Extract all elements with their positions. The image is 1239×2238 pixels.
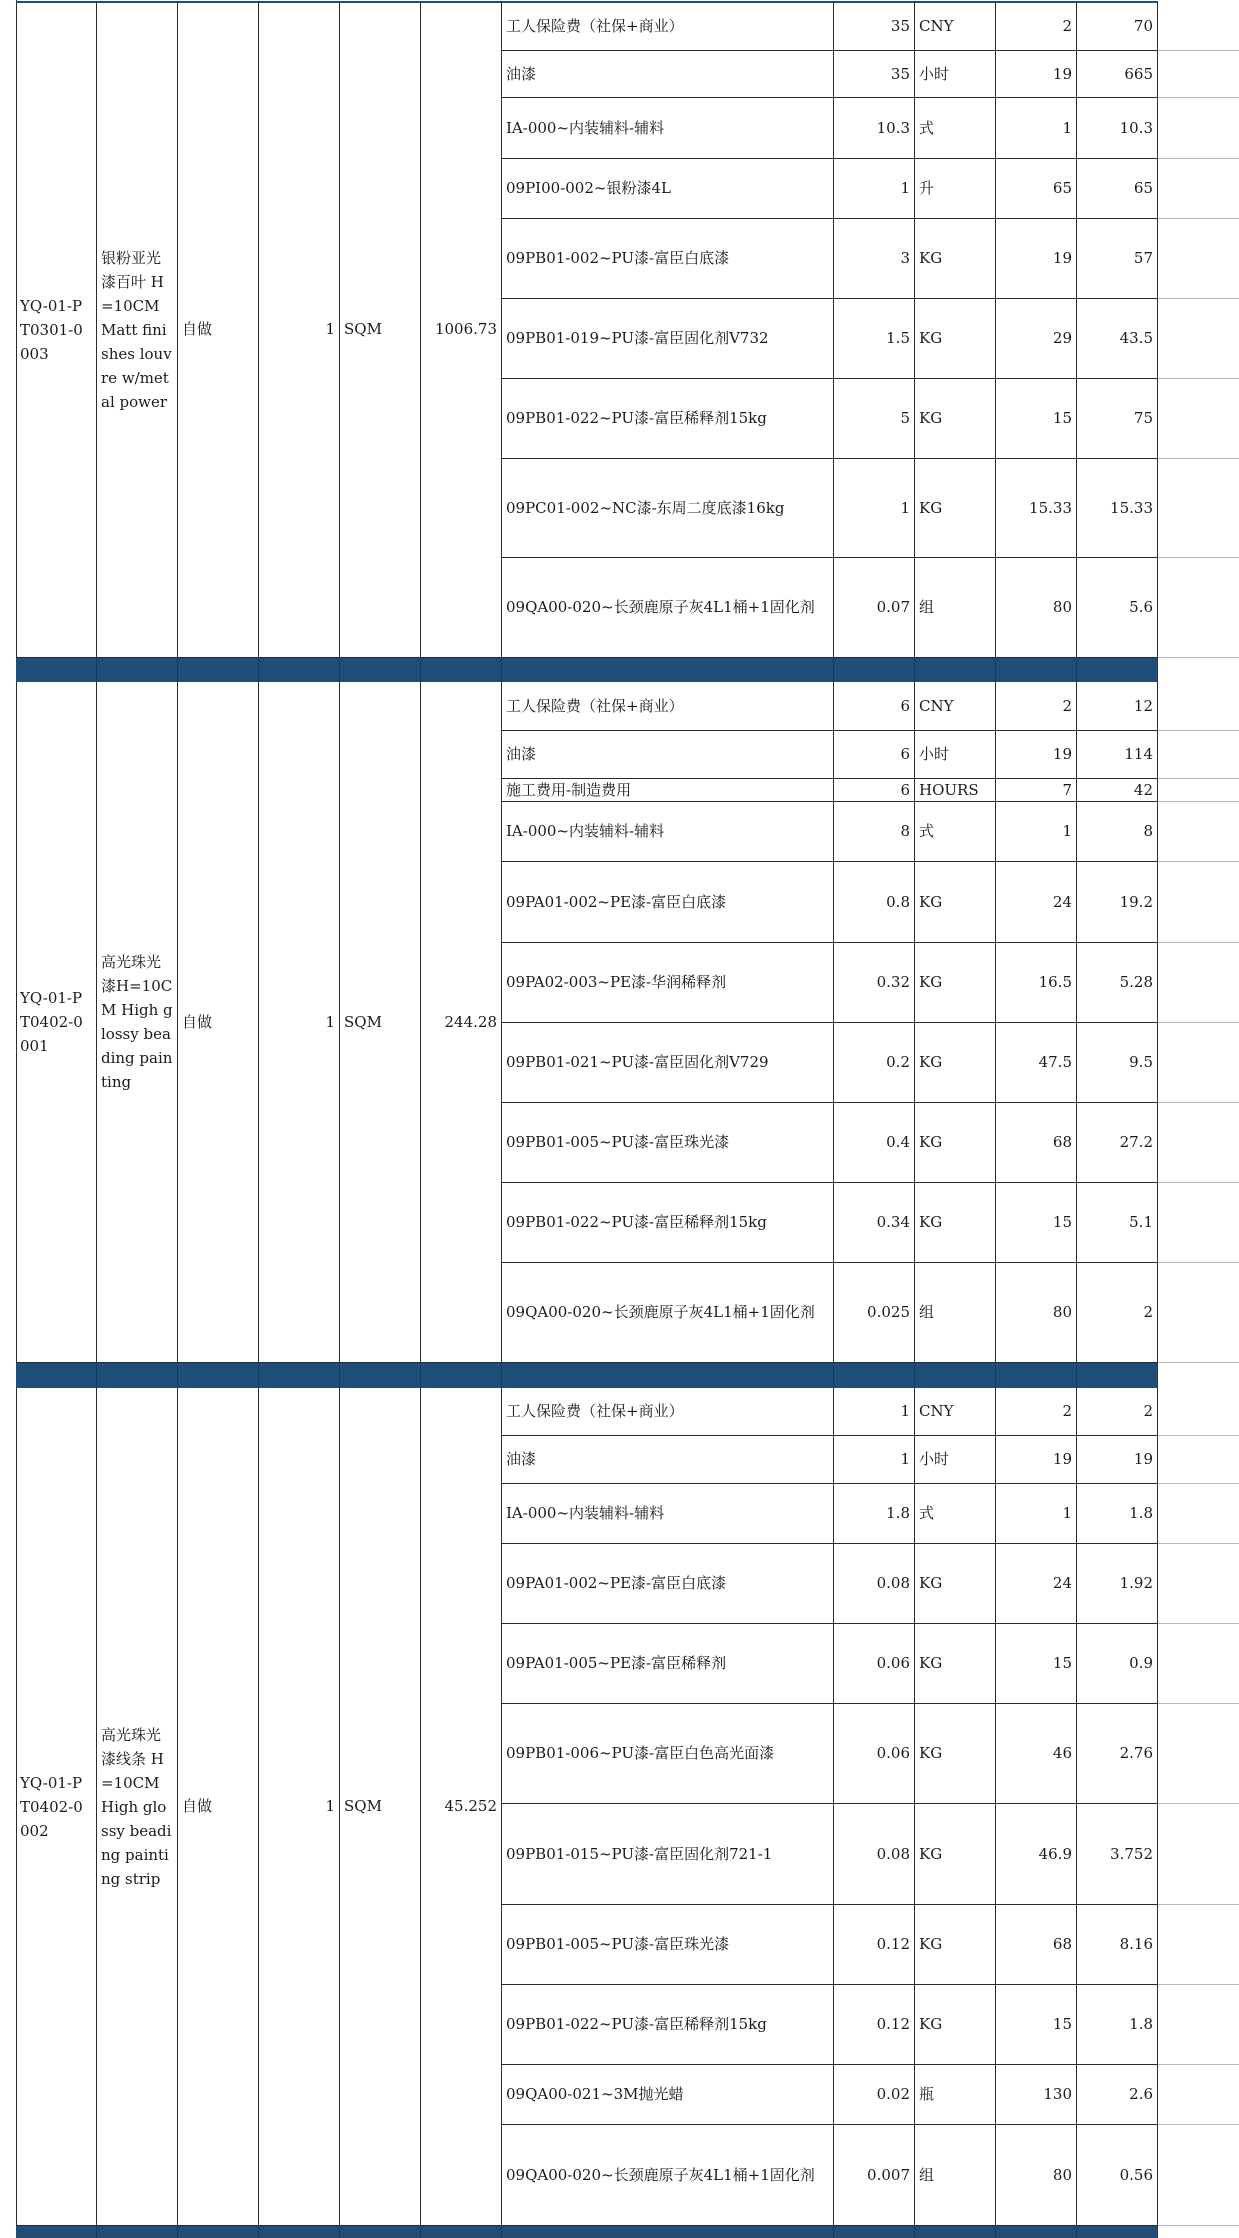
unit-price-cell[interactable]: 15 — [996, 1985, 1077, 2065]
gridline-extension — [1158, 1543, 1239, 1544]
gridline-extension — [1158, 458, 1239, 459]
material-unit-cell[interactable]: 小时 — [915, 731, 996, 779]
gridline-extension — [1158, 97, 1239, 98]
group-separator-band — [340, 2226, 421, 2238]
usage-cell[interactable]: 3 — [834, 219, 915, 299]
usage-cell[interactable]: 1 — [834, 459, 915, 558]
quantity-cell[interactable]: 1 — [259, 682, 340, 1363]
usage-cell[interactable]: 0.06 — [834, 1624, 915, 1704]
usage-cell[interactable]: 6 — [834, 682, 915, 731]
line-total-cell[interactable]: 15.33 — [1077, 459, 1158, 558]
usage-cell[interactable]: 0.2 — [834, 1023, 915, 1103]
group-separator-band — [97, 658, 178, 682]
usage-cell[interactable]: 5 — [834, 379, 915, 459]
gridline-extension — [1158, 1262, 1239, 1263]
line-total-cell[interactable]: 5.1 — [1077, 1183, 1158, 1263]
unit-price-cell[interactable]: 29 — [996, 299, 1077, 379]
unit-price-cell[interactable]: 1 — [996, 98, 1077, 159]
material-name-cell[interactable]: 09QA00-020~长颈鹿原子灰4L1桶+1固化剂 — [502, 1263, 834, 1363]
material-name-cell[interactable]: 09PA01-002~PE漆-富臣白底漆 — [502, 862, 834, 943]
material-name-cell[interactable]: 09PC01-002~NC漆-东周二度底漆16kg — [502, 459, 834, 558]
group-separator-band — [996, 658, 1077, 682]
gridline-extension — [1158, 801, 1239, 802]
line-total-cell[interactable]: 12 — [1077, 682, 1158, 731]
usage-cell[interactable]: 0.32 — [834, 943, 915, 1023]
group-separator-band — [421, 2226, 502, 2238]
usage-cell[interactable]: 1.5 — [834, 299, 915, 379]
unit-cell[interactable]: SQM — [340, 1388, 421, 2226]
material-name-cell[interactable]: 工人保险费（社保+商业） — [502, 1388, 834, 1436]
group-separator-band — [502, 2226, 834, 2238]
method-cell[interactable]: 自做 — [178, 682, 259, 1363]
group-separator-band — [421, 1363, 502, 1388]
gridline-extension — [1158, 861, 1239, 862]
material-name-cell[interactable]: 09PB01-005~PU漆-富臣珠光漆 — [502, 1905, 834, 1985]
usage-cell[interactable]: 35 — [834, 2, 915, 51]
material-name-cell[interactable]: 油漆 — [502, 731, 834, 779]
item-description-cell[interactable]: 高光珠光漆H=10CM High glossy beading painting — [97, 682, 178, 1363]
line-total-cell[interactable]: 1.92 — [1077, 1544, 1158, 1624]
group-separator-band — [834, 2226, 915, 2238]
material-unit-cell[interactable]: KG — [915, 379, 996, 459]
unit-price-cell[interactable]: 19 — [996, 219, 1077, 299]
line-total-cell[interactable]: 65 — [1077, 159, 1158, 219]
line-total-cell[interactable]: 8.16 — [1077, 1905, 1158, 1985]
group-separator-band — [259, 1363, 340, 1388]
line-total-cell[interactable]: 0.9 — [1077, 1624, 1158, 1704]
group-separator-band — [834, 1363, 915, 1388]
group-separator-band — [996, 1363, 1077, 1388]
gridline-extension — [1158, 1984, 1239, 1985]
unit-price-cell[interactable]: 47.5 — [996, 1023, 1077, 1103]
group-separator-band — [502, 658, 834, 682]
group-separator-band — [178, 658, 259, 682]
material-name-cell[interactable]: 09PA02-003~PE漆-华润稀释剂 — [502, 943, 834, 1023]
line-total-cell[interactable]: 19 — [1077, 1436, 1158, 1484]
unit-price-cell[interactable]: 15.33 — [996, 459, 1077, 558]
material-unit-cell[interactable]: CNY — [915, 1388, 996, 1436]
group-separator-band — [97, 2226, 178, 2238]
material-name-cell[interactable]: 09PB01-021~PU漆-富臣固化剂V729 — [502, 1023, 834, 1103]
group-separator-band — [915, 1363, 996, 1388]
line-total-cell[interactable]: 2.76 — [1077, 1704, 1158, 1804]
amount-cell[interactable]: 244.28 — [421, 682, 502, 1363]
unit-price-cell[interactable]: 65 — [996, 159, 1077, 219]
group-separator-band — [259, 658, 340, 682]
line-total-cell[interactable]: 57 — [1077, 219, 1158, 299]
item-code-cell[interactable]: YQ-01-PT0402-0001 — [16, 682, 97, 1363]
unit-price-cell[interactable]: 80 — [996, 558, 1077, 658]
line-total-cell[interactable]: 5.6 — [1077, 558, 1158, 658]
usage-cell[interactable]: 8 — [834, 802, 915, 862]
group-separator-band — [259, 2226, 340, 2238]
line-total-cell[interactable]: 2.6 — [1077, 2065, 1158, 2125]
amount-cell[interactable]: 1006.73 — [421, 2, 502, 658]
material-name-cell[interactable]: 09QA00-020~长颈鹿原子灰4L1桶+1固化剂 — [502, 558, 834, 658]
material-unit-cell[interactable]: KG — [915, 459, 996, 558]
material-name-cell[interactable]: 09PB01-006~PU漆-富臣白色高光面漆 — [502, 1704, 834, 1804]
unit-price-cell[interactable]: 24 — [996, 862, 1077, 943]
method-cell[interactable]: 自做 — [178, 2, 259, 658]
material-name-cell[interactable]: 工人保险费（社保+商业） — [502, 682, 834, 731]
unit-cell[interactable]: SQM — [340, 2, 421, 658]
unit-price-cell[interactable]: 19 — [996, 51, 1077, 98]
material-name-cell[interactable]: 工人保险费（社保+商业） — [502, 2, 834, 51]
usage-cell[interactable]: 0.4 — [834, 1103, 915, 1183]
unit-price-cell[interactable]: 68 — [996, 1103, 1077, 1183]
gridline-extension — [1158, 2225, 1239, 2226]
line-total-cell[interactable]: 2 — [1077, 1388, 1158, 1436]
material-name-cell[interactable]: 油漆 — [502, 1436, 834, 1484]
line-total-cell[interactable]: 665 — [1077, 51, 1158, 98]
line-total-cell[interactable]: 3.752 — [1077, 1804, 1158, 1905]
line-total-cell[interactable]: 9.5 — [1077, 1023, 1158, 1103]
unit-price-cell[interactable]: 80 — [996, 1263, 1077, 1363]
usage-cell[interactable]: 1 — [834, 1436, 915, 1484]
material-unit-cell[interactable]: 升 — [915, 159, 996, 219]
unit-price-cell[interactable]: 46 — [996, 1704, 1077, 1804]
material-unit-cell[interactable]: KG — [915, 1183, 996, 1263]
gridline-extension — [1158, 1362, 1239, 1363]
unit-price-cell[interactable]: 46.9 — [996, 1804, 1077, 1905]
gridline-extension — [1158, 158, 1239, 159]
material-name-cell[interactable]: 09PB01-002~PU漆-富臣白底漆 — [502, 219, 834, 299]
gridline-extension — [1158, 50, 1239, 51]
gridline-extension — [1158, 942, 1239, 943]
usage-cell[interactable]: 1 — [834, 1388, 915, 1436]
gridline-extension — [1158, 2064, 1239, 2065]
usage-cell[interactable]: 0.02 — [834, 2065, 915, 2125]
material-name-cell[interactable]: 油漆 — [502, 51, 834, 98]
material-unit-cell[interactable]: 组 — [915, 558, 996, 658]
unit-price-cell[interactable]: 2 — [996, 2, 1077, 51]
gridline-extension — [1158, 378, 1239, 379]
material-unit-cell[interactable]: KG — [915, 219, 996, 299]
material-unit-cell[interactable]: KG — [915, 1704, 996, 1804]
material-unit-cell[interactable]: KG — [915, 299, 996, 379]
usage-cell[interactable]: 0.8 — [834, 862, 915, 943]
material-name-cell[interactable]: 09PA01-002~PE漆-富臣白底漆 — [502, 1544, 834, 1624]
usage-cell[interactable]: 0.08 — [834, 1804, 915, 1905]
line-total-cell[interactable]: 27.2 — [1077, 1103, 1158, 1183]
group-separator-band — [915, 658, 996, 682]
material-unit-cell[interactable]: KG — [915, 1544, 996, 1624]
material-name-cell[interactable]: 09PB01-019~PU漆-富臣固化剂V732 — [502, 299, 834, 379]
gridline-extension — [1158, 1435, 1239, 1436]
material-unit-cell[interactable]: 瓶 — [915, 2065, 996, 2125]
unit-price-cell[interactable]: 1 — [996, 1484, 1077, 1544]
material-unit-cell[interactable]: CNY — [915, 2, 996, 51]
unit-price-cell[interactable]: 19 — [996, 731, 1077, 779]
gridline-extension — [1158, 2124, 1239, 2125]
group-separator-band — [16, 658, 97, 682]
material-unit-cell[interactable]: KG — [915, 1985, 996, 2065]
material-name-cell[interactable]: 09PB01-015~PU漆-富臣固化剂721-1 — [502, 1804, 834, 1905]
group-separator-band — [1077, 658, 1158, 682]
quantity-cell[interactable]: 1 — [259, 1388, 340, 2226]
usage-cell[interactable]: 1.8 — [834, 1484, 915, 1544]
unit-price-cell[interactable]: 68 — [996, 1905, 1077, 1985]
group-separator-band — [834, 658, 915, 682]
line-total-cell[interactable]: 1.8 — [1077, 1484, 1158, 1544]
group-separator-band — [1077, 1363, 1158, 1388]
usage-cell[interactable]: 35 — [834, 51, 915, 98]
gridline-extension — [1158, 1623, 1239, 1624]
gridline-extension — [1158, 298, 1239, 299]
gridline-extension — [1158, 1102, 1239, 1103]
line-total-cell[interactable]: 1.8 — [1077, 1985, 1158, 2065]
material-name-cell[interactable]: 施工费用-制造费用 — [502, 779, 834, 802]
material-unit-cell[interactable]: KG — [915, 1624, 996, 1704]
line-total-cell[interactable]: 19.2 — [1077, 862, 1158, 943]
material-name-cell[interactable]: 09PB01-005~PU漆-富臣珠光漆 — [502, 1103, 834, 1183]
item-code-cell[interactable]: YQ-01-PT0402-0002 — [16, 1388, 97, 2226]
line-total-cell[interactable]: 0.56 — [1077, 2125, 1158, 2226]
gridline-extension — [1158, 1022, 1239, 1023]
unit-price-cell[interactable]: 2 — [996, 1388, 1077, 1436]
group-separator-band — [340, 1363, 421, 1388]
material-unit-cell[interactable]: CNY — [915, 682, 996, 731]
unit-price-cell[interactable]: 19 — [996, 1436, 1077, 1484]
material-unit-cell[interactable]: 组 — [915, 1263, 996, 1363]
material-unit-cell[interactable]: 式 — [915, 1484, 996, 1544]
material-name-cell[interactable]: 09PI00-002~银粉漆4L — [502, 159, 834, 219]
group-separator-band — [915, 2226, 996, 2238]
material-name-cell[interactable]: 09PB01-022~PU漆-富臣稀释剂15kg — [502, 1183, 834, 1263]
material-unit-cell[interactable]: KG — [915, 943, 996, 1023]
gridline-extension — [1158, 557, 1239, 558]
line-total-cell[interactable]: 43.5 — [1077, 299, 1158, 379]
unit-price-cell[interactable]: 1 — [996, 802, 1077, 862]
group-separator-band — [178, 1363, 259, 1388]
group-separator-band — [502, 1363, 834, 1388]
line-total-cell[interactable]: 114 — [1077, 731, 1158, 779]
usage-cell[interactable]: 0.12 — [834, 1985, 915, 2065]
line-total-cell[interactable]: 2 — [1077, 1263, 1158, 1363]
gridline-extension — [1158, 218, 1239, 219]
gridline-extension — [1158, 657, 1239, 658]
material-unit-cell[interactable]: KG — [915, 1905, 996, 1985]
group-separator-band — [996, 2226, 1077, 2238]
line-total-cell[interactable]: 10.3 — [1077, 98, 1158, 159]
unit-price-cell[interactable]: 80 — [996, 2125, 1077, 2226]
material-unit-cell[interactable]: 式 — [915, 802, 996, 862]
gridline-extension — [1158, 778, 1239, 779]
usage-cell[interactable]: 0.025 — [834, 1263, 915, 1363]
unit-price-cell[interactable]: 130 — [996, 2065, 1077, 2125]
line-total-cell[interactable]: 75 — [1077, 379, 1158, 459]
unit-price-cell[interactable]: 16.5 — [996, 943, 1077, 1023]
method-cell[interactable]: 自做 — [178, 1388, 259, 2226]
material-name-cell[interactable]: IA-000~内装辅料-辅料 — [502, 1484, 834, 1544]
gridline-extension — [1158, 730, 1239, 731]
usage-cell[interactable]: 1 — [834, 159, 915, 219]
material-name-cell[interactable]: IA-000~内装辅料-辅料 — [502, 98, 834, 159]
unit-price-cell[interactable]: 2 — [996, 682, 1077, 731]
usage-cell[interactable]: 10.3 — [834, 98, 915, 159]
amount-cell[interactable]: 45.252 — [421, 1388, 502, 2226]
unit-price-cell[interactable]: 15 — [996, 379, 1077, 459]
quantity-cell[interactable]: 1 — [259, 2, 340, 658]
group-separator-band — [16, 2226, 97, 2238]
line-total-cell[interactable]: 8 — [1077, 802, 1158, 862]
material-unit-cell[interactable]: KG — [915, 1103, 996, 1183]
unit-price-cell[interactable]: 7 — [996, 779, 1077, 802]
line-total-cell[interactable]: 42 — [1077, 779, 1158, 802]
group-separator-band — [178, 2226, 259, 2238]
gridline-extension — [1158, 1703, 1239, 1704]
material-unit-cell[interactable]: KG — [915, 862, 996, 943]
item-description-cell[interactable]: 高光珠光漆线条 H=10CM High glossy beading painting strip — [97, 1388, 178, 2226]
usage-cell[interactable]: 0.34 — [834, 1183, 915, 1263]
material-name-cell[interactable]: 09PB01-022~PU漆-富臣稀释剂15kg — [502, 1985, 834, 2065]
unit-price-cell[interactable]: 15 — [996, 1183, 1077, 1263]
gridline-extension — [1158, 1483, 1239, 1484]
material-name-cell[interactable]: 09QA00-021~3M抛光蜡 — [502, 2065, 834, 2125]
group-separator-band — [1077, 2226, 1158, 2238]
material-name-cell[interactable]: 09PA01-005~PE漆-富臣稀释剂 — [502, 1624, 834, 1704]
usage-cell[interactable]: 0.06 — [834, 1704, 915, 1804]
unit-cell[interactable]: SQM — [340, 682, 421, 1363]
material-name-cell[interactable]: 09QA00-020~长颈鹿原子灰4L1桶+1固化剂 — [502, 2125, 834, 2226]
group-separator-band — [97, 1363, 178, 1388]
material-unit-cell[interactable]: 式 — [915, 98, 996, 159]
item-code-cell[interactable]: YQ-01-PT0301-0003 — [16, 2, 97, 658]
usage-cell[interactable]: 6 — [834, 779, 915, 802]
group-separator-band — [340, 658, 421, 682]
material-name-cell[interactable]: 09PB01-022~PU漆-富臣稀释剂15kg — [502, 379, 834, 459]
item-description-cell[interactable]: 银粉亚光漆百叶 H=10CM Matt finishes louvre w/metal power — [97, 2, 178, 658]
gridline-extension — [1158, 1904, 1239, 1905]
material-unit-cell[interactable]: KG — [915, 1023, 996, 1103]
usage-cell[interactable]: 0.007 — [834, 2125, 915, 2226]
usage-cell[interactable]: 6 — [834, 731, 915, 779]
gridline-extension — [1158, 1182, 1239, 1183]
usage-cell[interactable]: 0.08 — [834, 1544, 915, 1624]
line-total-cell[interactable]: 5.28 — [1077, 943, 1158, 1023]
gridline-extension — [1158, 1803, 1239, 1804]
material-unit-cell[interactable]: 组 — [915, 2125, 996, 2226]
material-unit-cell[interactable]: KG — [915, 1804, 996, 1905]
usage-cell[interactable]: 0.12 — [834, 1905, 915, 1985]
usage-cell[interactable]: 0.07 — [834, 558, 915, 658]
group-separator-band — [16, 1363, 97, 1388]
unit-price-cell[interactable]: 15 — [996, 1624, 1077, 1704]
material-name-cell[interactable]: IA-000~内装辅料-辅料 — [502, 802, 834, 862]
line-total-cell[interactable]: 70 — [1077, 2, 1158, 51]
group-separator-band — [421, 658, 502, 682]
unit-price-cell[interactable]: 24 — [996, 1544, 1077, 1624]
material-unit-cell[interactable]: 小时 — [915, 51, 996, 98]
material-unit-cell[interactable]: 小时 — [915, 1436, 996, 1484]
material-unit-cell[interactable]: HOURS — [915, 779, 996, 802]
